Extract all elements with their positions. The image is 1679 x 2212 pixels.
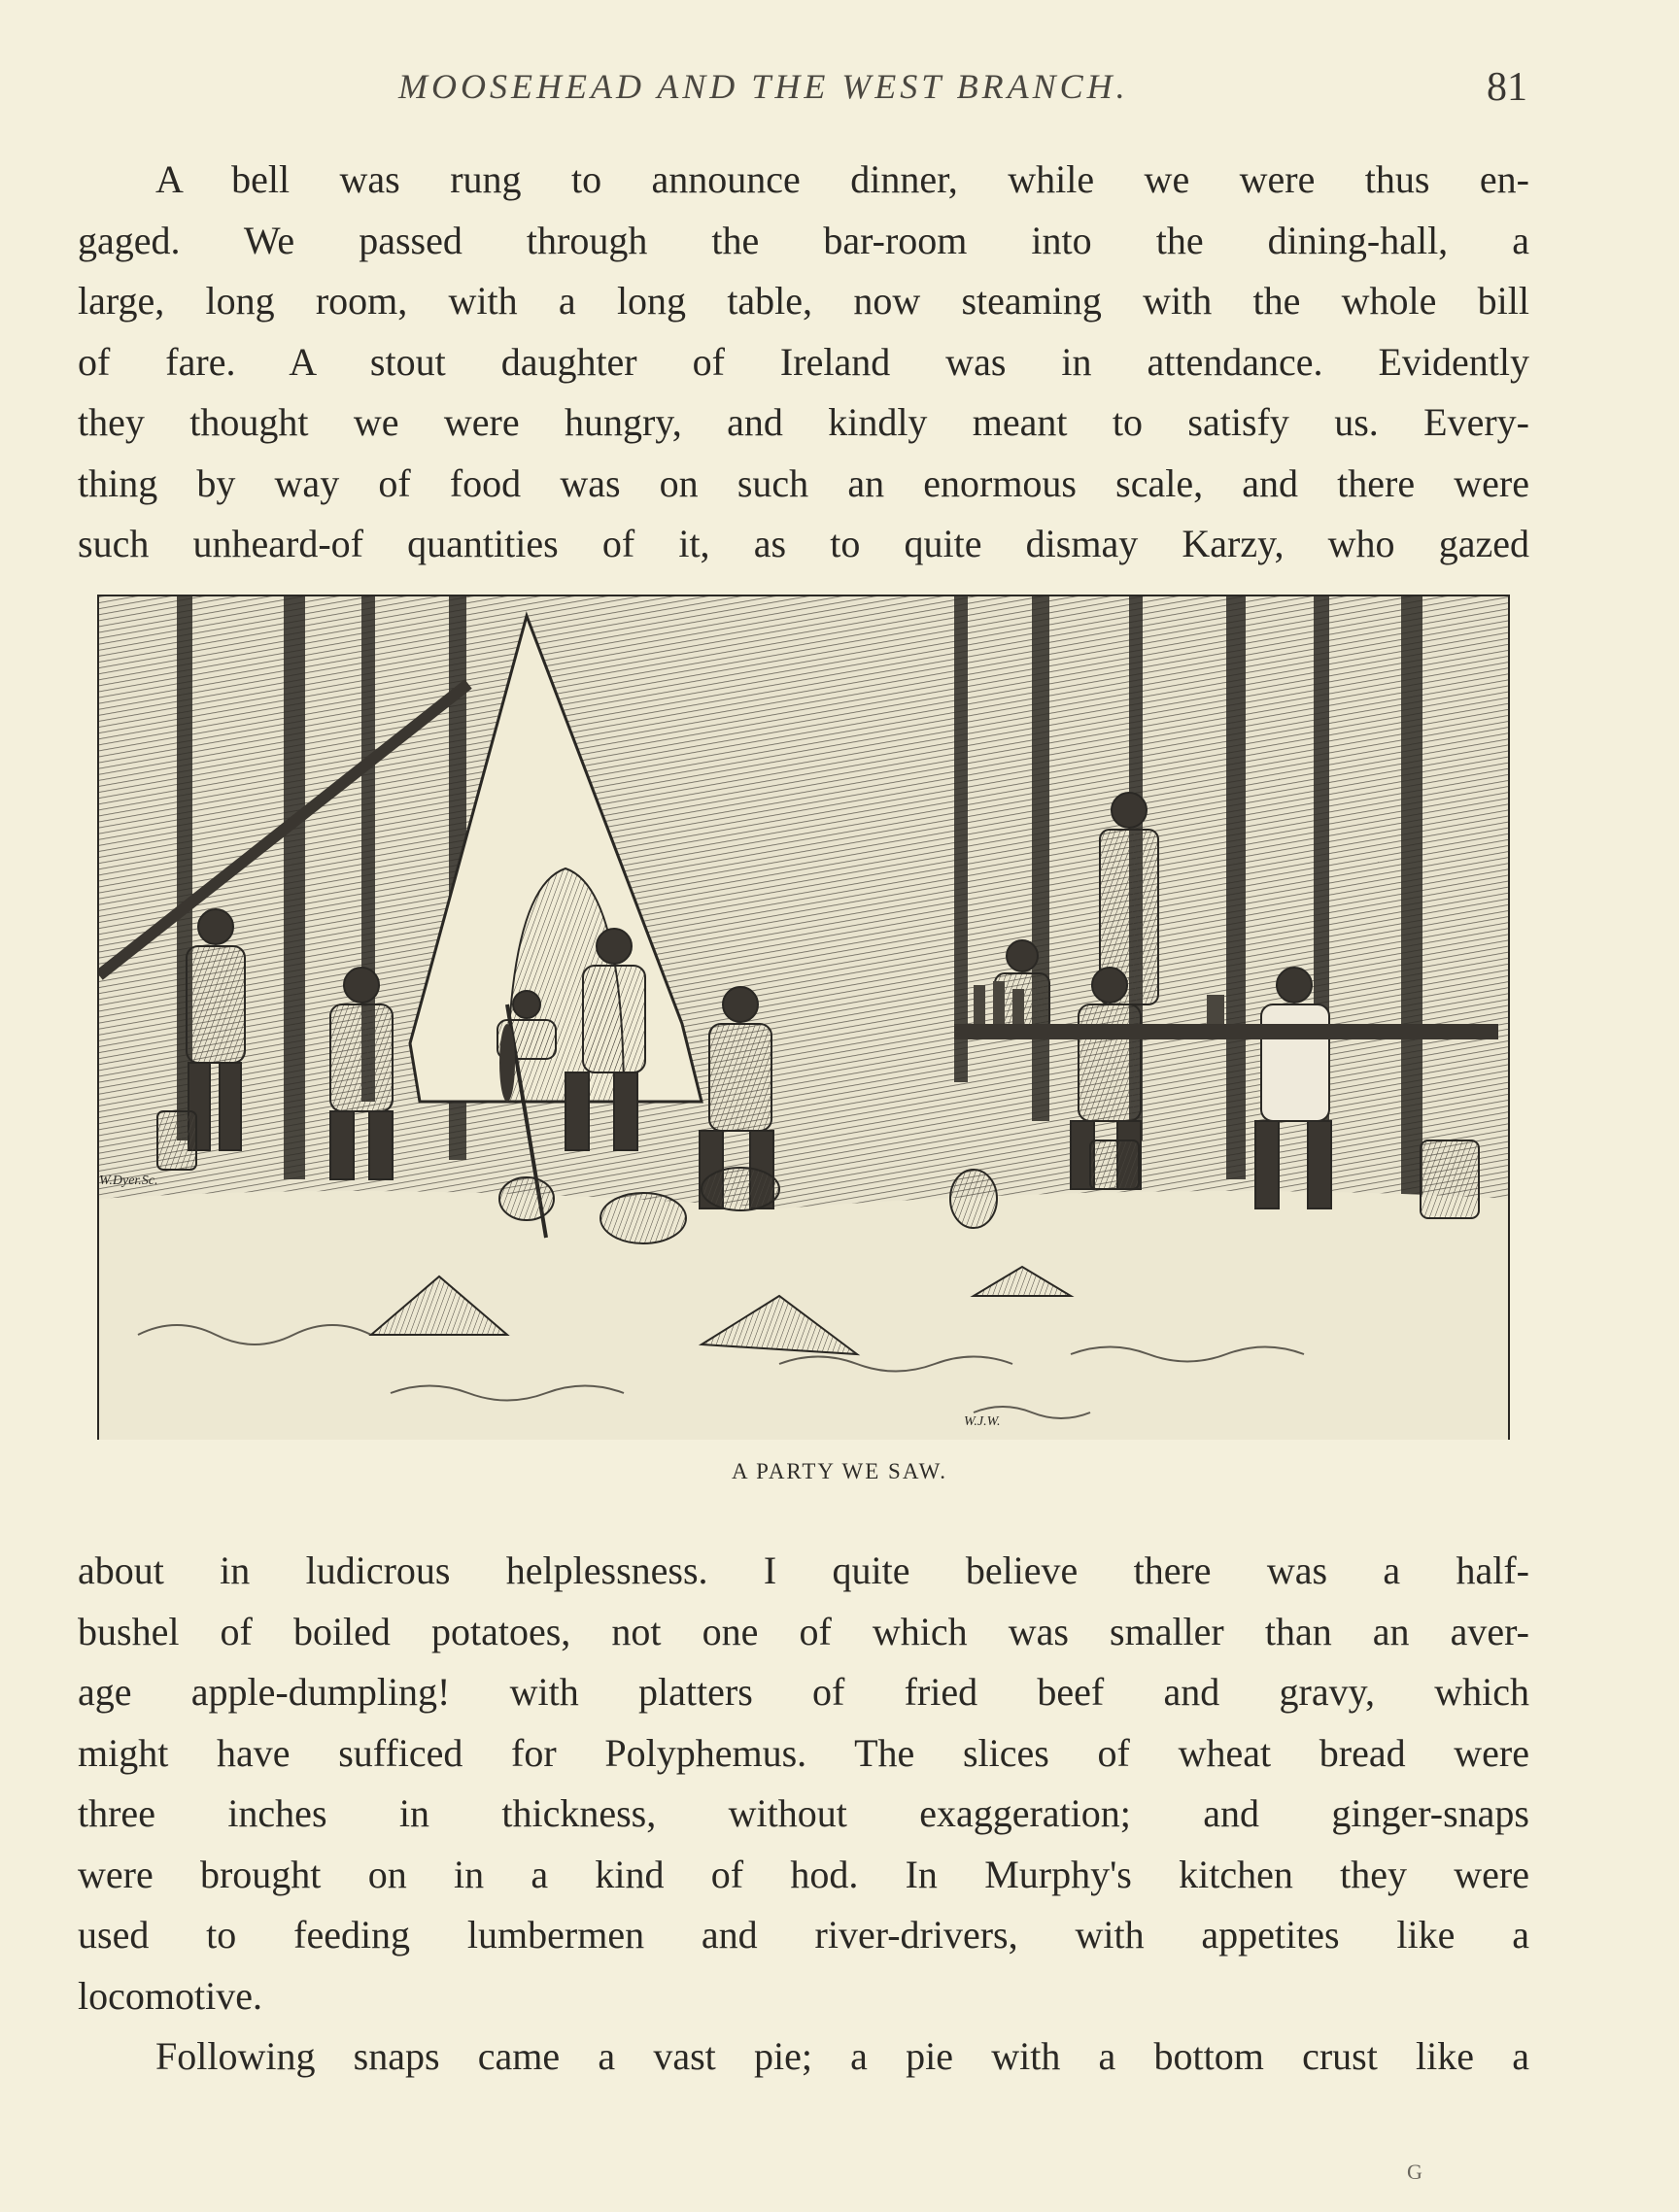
text-line: gaged. We passed through the bar-room into the dining-hall, a [78,218,1529,262]
page-number: 81 [1487,65,1527,110]
camp-scene-drawing [99,596,1508,1440]
engraver-signature: W.Dyer.Sc. [99,1174,158,1188]
paragraph-top [78,150,1529,575]
text-line: large, long room, with a long table, now steaming with the whole bill [78,279,1529,323]
text-line: of fare. A stout daughter of Ireland was in attendance. Evidently [78,339,1529,384]
forest-background [99,596,1508,1218]
text-line: A bell was rung to announce dinner, while we were thus en- [155,157,1529,201]
text-line: were brought on in a kind of hod. In Murphy's kitchen they were [78,1852,1529,1896]
paragraph-bottom [78,1541,1529,2088]
running-head [78,60,1535,119]
text-line: three inches in thickness, without exaggeration; and ginger-snaps [78,1791,1529,1835]
text-line: locomotive. [78,1973,262,2018]
text-line: they thought we were hungry, and kindly meant to satisfy us. Every- [78,400,1529,444]
text-line: used to feeding lumbermen and river-drivers, with appetites like a [78,1913,1529,1957]
engraving-illustration [97,595,1510,1440]
text-line: about in ludicrous helplessness. I quite believe there was a half- [78,1548,1529,1592]
text-line: might have sufficed for Polyphemus. The slices of wheat bread were [78,1730,1529,1775]
text-line: thing by way of food was on such an enormous scale, and there were [78,460,1529,505]
figure-caption: A PARTY WE SAW. [732,1459,947,1483]
text-line: bushel of boiled potatoes, not one of which was smaller than an aver- [78,1609,1529,1653]
text-line: Following snaps came a vast pie; a pie with a bottom crust like a [155,2034,1529,2078]
running-title: MOOSEHEAD AND THE WEST BRANCH. [398,67,1129,106]
signature-mark: G [1407,2160,1422,2184]
text-line: age apple-dumpling! with platters of fried beef and gravy, which [78,1670,1529,1714]
text-line: such unheard-of quantities of it, as to quite dismay Karzy, who gazed [78,522,1529,565]
artist-initials: W.J.W. [964,1414,1001,1429]
hanging-fish [499,1024,515,1102]
camp-table [954,1024,1498,1039]
